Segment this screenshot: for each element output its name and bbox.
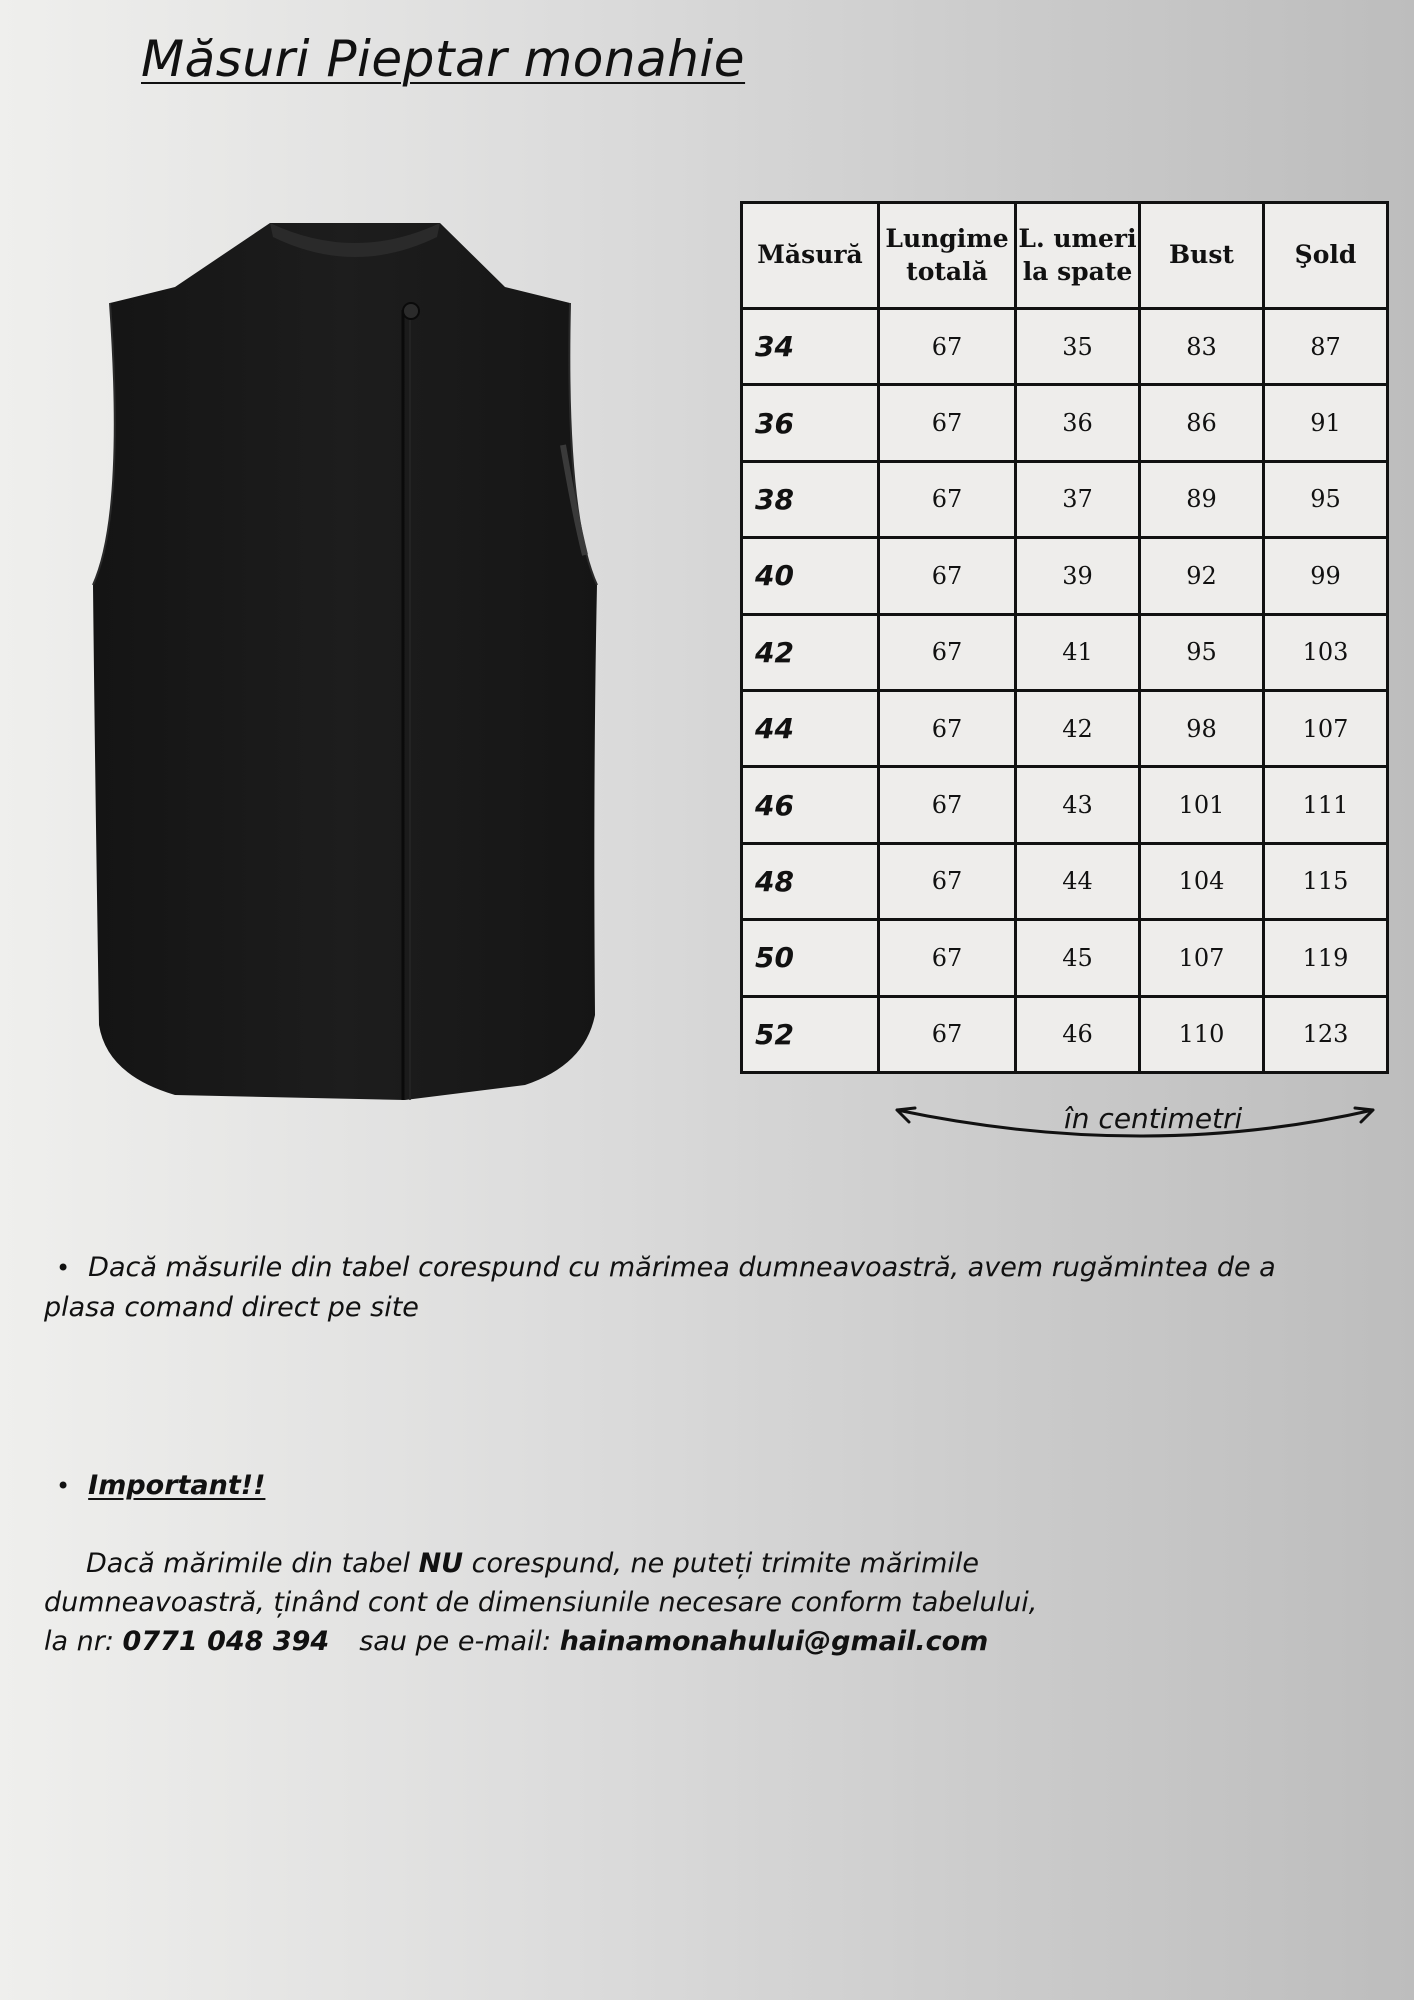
- value-cell: 39: [1016, 538, 1140, 614]
- value-cell: 92: [1140, 538, 1264, 614]
- table-header-row: [742, 203, 1388, 309]
- value-cell: 67: [879, 461, 1016, 537]
- value-cell: 67: [879, 309, 1016, 385]
- value-cell: 67: [879, 920, 1016, 996]
- table-row: [742, 843, 1388, 919]
- size-cell: 34: [742, 309, 879, 385]
- value-cell: 67: [879, 996, 1016, 1072]
- value-cell: 87: [1264, 309, 1388, 385]
- unit-label: în centimetri: [1064, 1102, 1243, 1135]
- value-cell: 104: [1140, 843, 1264, 919]
- table-row: [742, 309, 1388, 385]
- value-cell: 67: [879, 767, 1016, 843]
- order-note-line1: Dacă măsurile din tabel corespund cu mărimea dumneavoastră, avem rugămintea de a: [88, 1252, 1276, 1283]
- value-cell: 89: [1140, 461, 1264, 537]
- order-note-line2: plasa comand direct pe site: [44, 1292, 419, 1323]
- header-latime-umeri: L. umeri la spate: [1016, 203, 1140, 309]
- value-cell: 91: [1264, 385, 1388, 461]
- value-cell: 35: [1016, 309, 1140, 385]
- table-row: [742, 461, 1388, 537]
- value-cell: 98: [1140, 690, 1264, 766]
- important-label: Important!!: [88, 1470, 266, 1501]
- value-cell: 43: [1016, 767, 1140, 843]
- value-cell: 111: [1264, 767, 1388, 843]
- size-cell: 38: [742, 461, 879, 537]
- size-cell: 40: [742, 538, 879, 614]
- header-masura: Măsură: [742, 203, 879, 309]
- header-sold: Şold: [1264, 203, 1388, 309]
- table-row: [742, 996, 1388, 1072]
- value-cell: 123: [1264, 996, 1388, 1072]
- value-cell: 46: [1016, 996, 1140, 1072]
- size-table-body: [742, 309, 1388, 1073]
- table-row: [742, 538, 1388, 614]
- value-cell: 119: [1264, 920, 1388, 996]
- size-cell: 52: [742, 996, 879, 1072]
- phone-number: 0771 048 394: [122, 1626, 330, 1657]
- value-cell: 45: [1016, 920, 1140, 996]
- value-cell: 67: [879, 614, 1016, 690]
- value-cell: 99: [1264, 538, 1388, 614]
- email-address: hainamonahului@gmail.com: [559, 1626, 989, 1657]
- contact-note: Dacă mărimile din tabel NU corespund, ne puteți trimite mărimile dumneavoastră, ținând cont de dimensiunile necesare conform tabelului, la nr: 0771 048 394 sau pe e-mail: hainamonahului@gmail.com: [44, 1548, 1038, 1657]
- bullet: •: [56, 1254, 71, 1282]
- value-cell: 37: [1016, 461, 1140, 537]
- value-cell: 36: [1016, 385, 1140, 461]
- size-cell: 50: [742, 920, 879, 996]
- size-cell: 36: [742, 385, 879, 461]
- value-cell: 44: [1016, 843, 1140, 919]
- value-cell: 103: [1264, 614, 1388, 690]
- table-row: [742, 385, 1388, 461]
- size-table: [740, 201, 1389, 1074]
- page-title: Măsuri Pieptar monahie: [141, 30, 746, 88]
- value-cell: 95: [1140, 614, 1264, 690]
- value-cell: 42: [1016, 690, 1140, 766]
- table-row: [742, 690, 1388, 766]
- vest-image: [85, 215, 625, 1130]
- value-cell: 107: [1264, 690, 1388, 766]
- size-cell: 42: [742, 614, 879, 690]
- value-cell: 41: [1016, 614, 1140, 690]
- important-heading: [44, 1466, 1344, 1506]
- size-cell: 48: [742, 843, 879, 919]
- size-cell: 44: [742, 690, 879, 766]
- table-row: [742, 767, 1388, 843]
- nu-emphasis: NU: [418, 1548, 464, 1579]
- value-cell: 95: [1264, 461, 1388, 537]
- header-lungime-totala: Lungime totală: [879, 203, 1016, 309]
- size-cell: 46: [742, 767, 879, 843]
- header-bust: Bust: [1140, 203, 1264, 309]
- value-cell: 67: [879, 690, 1016, 766]
- value-cell: 101: [1140, 767, 1264, 843]
- bullet: •: [56, 1472, 71, 1500]
- value-cell: 86: [1140, 385, 1264, 461]
- table-row: [742, 920, 1388, 996]
- value-cell: 83: [1140, 309, 1264, 385]
- value-cell: 115: [1264, 843, 1388, 919]
- value-cell: 107: [1140, 920, 1264, 996]
- table-row: [742, 614, 1388, 690]
- value-cell: 67: [879, 843, 1016, 919]
- value-cell: 110: [1140, 996, 1264, 1072]
- value-cell: 67: [879, 385, 1016, 461]
- order-note: [44, 1248, 1344, 1327]
- value-cell: 67: [879, 538, 1016, 614]
